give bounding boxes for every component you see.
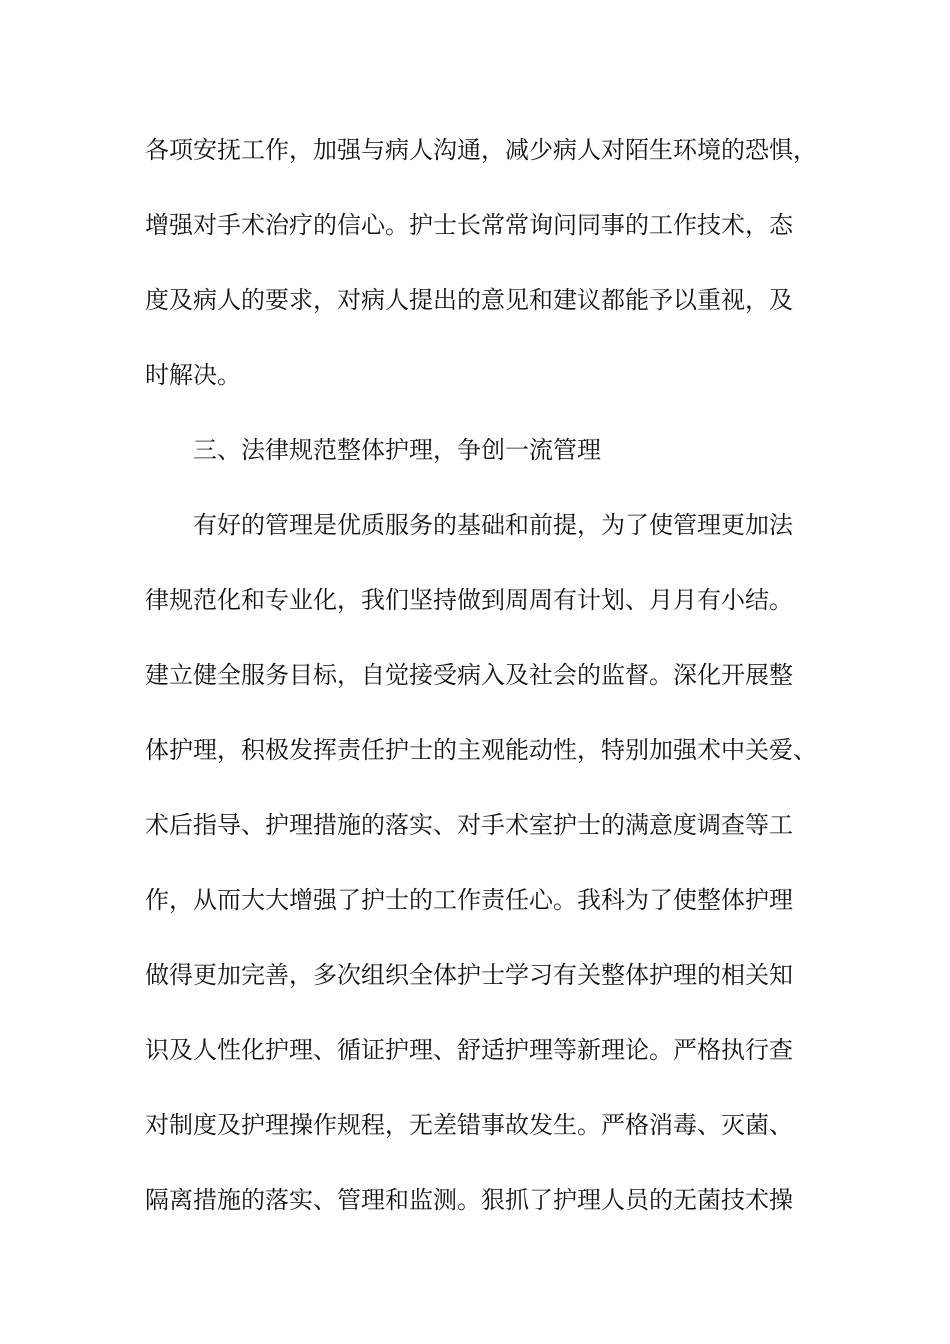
text-line-13: 识及人性化护理、循证护理、舒适护理等新理论。严格执行查 <box>145 1036 793 1064</box>
text-line-2: 增强对手术治疗的信心。护士长常常询问同事的工作技术，态 <box>145 211 793 239</box>
text-line-11: 作，从而大大增强了护士的工作责任心。我科为了使整体护理 <box>145 886 793 914</box>
text-line-15: 隔离措施的落实、管理和监测。狠抓了护理人员的无菌技术操 <box>145 1186 793 1214</box>
text-line-9: 体护理，积极发挥责任护士的主观能动性，特别加强术中关爱、 <box>145 736 817 764</box>
text-line-12: 做得更加完善，多次组织全体护士学习有关整体护理的相关知 <box>145 961 793 989</box>
text-line-8: 建立健全服务目标，自觉接受病入及社会的监督。深化开展整 <box>145 661 793 689</box>
text-line-10: 术后指导、护理措施的落实、对手术室护士的满意度调查等工 <box>145 811 793 839</box>
text-line-7: 律规范化和专业化，我们坚持做到周周有计划、月月有小结。 <box>145 586 793 614</box>
section-heading: 三、法律规范整体护理，争创一流管理 <box>193 436 601 464</box>
text-line-1: 各项安抚工作，加强与病人沟通，减少病人对陌生环境的恐惧， <box>145 136 817 164</box>
text-line-14: 对制度及护理操作规程，无差错事故发生。严格消毒、灭菌、 <box>145 1111 793 1139</box>
text-line-4: 时解决。 <box>145 361 241 389</box>
text-line-6: 有好的管理是优质服务的基础和前提，为了使管理更加法 <box>193 511 793 539</box>
text-line-3: 度及病人的要求，对病人提出的意见和建议都能予以重视，及 <box>145 286 793 314</box>
